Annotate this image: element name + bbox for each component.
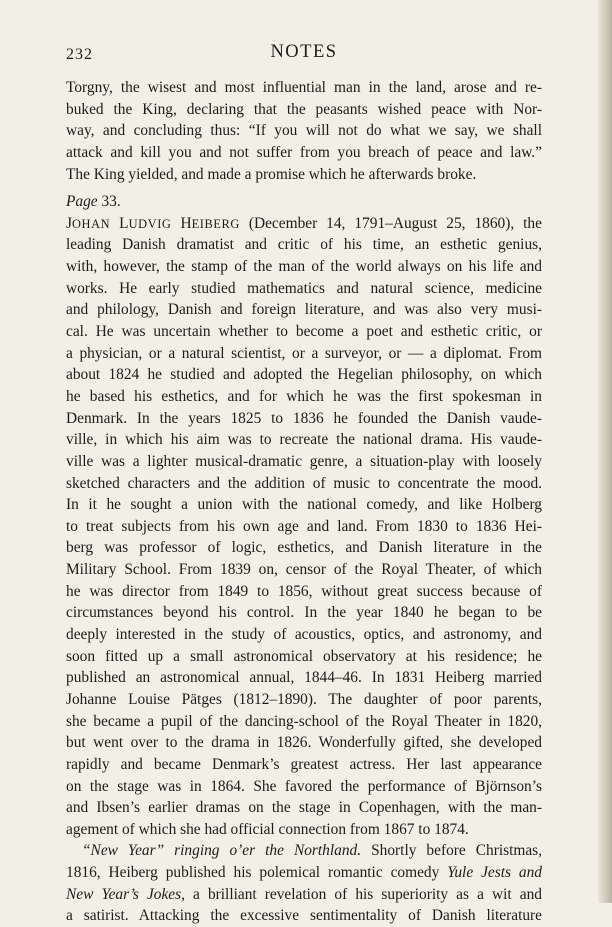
text-line: berg was professor of logic, esthetics, and Danish literature in the — [66, 539, 542, 557]
text-line: Torgny, the wisest and most influential man in the land, arose and re- — [66, 79, 542, 96]
text-line: Denmark. In the years 1825 to 1836 he founded the Danish vaude- — [66, 409, 542, 427]
text-line: about 1824 he studied and adopted the Hegelian philosophy, on which — [66, 366, 542, 384]
text-line: New Year’s Jokes, a brilliant revelation of his superiority as a wit and — [66, 885, 542, 903]
page-header — [66, 42, 542, 66]
text-line: cal. He was uncertain whether to become a poet and esthetic critic, or — [66, 323, 542, 341]
page-reference-number: 33. — [101, 193, 121, 211]
page-edge-shadow — [598, 0, 612, 903]
text-line: Military School. From 1839 on, censor of the Royal Theater, of which — [66, 561, 542, 579]
text-line: In it he sought a union with the national comedy, and like Holberg — [66, 496, 542, 514]
text-line: to treat subjects from his own age and land. From 1830 to 1836 Hei- — [66, 517, 542, 535]
text-line: he based his esthetics, and for which he was the first spokesman in — [66, 387, 542, 405]
text-line: soon fitted up a small astronomical observatory at his residence; he — [66, 647, 542, 665]
text-line: a satirist. Attacking the excessive sentimentality of Danish literature — [66, 907, 542, 925]
text-line: leading Danish dramatist and critic of his time, an esthetic genius, — [66, 236, 542, 254]
text-line: “New Year” ringing o’er the Northland. Shortly before Christmas, — [82, 842, 543, 860]
text-line: circumstances beyond his control. In the year 1840 he began to be — [66, 604, 542, 622]
page-body — [66, 77, 542, 927]
text-line: attack and kill you and not suffer from you breach of peace and law.” — [66, 143, 542, 161]
text-line: she became a pupil of the dancing-school of the Royal Theater in 1820, — [66, 712, 542, 730]
text-line: The King yielded, and made a promise which he afterwards broke. — [66, 165, 477, 183]
text-line: agement of which she had official connection from 1867 to 1874. — [66, 820, 469, 838]
work-title: Yule Jests and — [447, 864, 542, 882]
text-line: sketched characters and the addition of music to concentrate the mood. — [66, 474, 542, 492]
text-line: he was director from 1849 to 1856, without great success because of — [66, 582, 542, 600]
text-line: way, and concluding thus: “If you will not do what we say, we shall — [66, 122, 542, 140]
running-head: NOTES — [270, 42, 338, 62]
text-line: 1816, Heiberg published his polemical romantic comedy Yule Jests and — [66, 864, 542, 882]
entry-first-line — [66, 213, 542, 235]
text-line: and philology, Danish and foreign literature, and was also very musi- — [66, 301, 542, 319]
text-line: with, however, the stamp of the man of the world always on his life and — [66, 258, 542, 276]
entry-dates: (December 14, 1791–August 25, 1860), the — [248, 214, 542, 232]
page-reference — [66, 191, 542, 213]
text-line: on the stage was in 1864. She favored the performance of Björnson’s — [66, 777, 542, 795]
text-line: and Ibsen’s earlier dramas on the stage in Copenhagen, with the man- — [66, 799, 542, 817]
text-line: ville was a lighter musical-dramatic genre, a situation-play with loosely — [66, 452, 542, 470]
text-line: rapidly and became Denmark’s greatest actress. Her last appearance — [66, 755, 542, 773]
page-reference-label: Page — [66, 193, 98, 211]
text-line: published an astronomical annual, 1844–46. In 1831 Heiberg married — [66, 669, 542, 687]
text-line: works. He early studied mathematics and natural science, medicine — [66, 279, 542, 297]
text-line: a physician, or a natural scientist, or a surveyor, or — a diplomat. From — [66, 344, 542, 362]
text-line: buked the King, declaring that the peasants wished peace with Nor- — [66, 100, 542, 118]
page-number: 232 — [66, 46, 93, 63]
entry-name: JOHAN LUDVIG HEIBERG — [66, 214, 240, 232]
text-line: Johanne Louise Pätges (1812–1890). The daughter of poor parents, — [66, 690, 542, 708]
text-line: ville, in which his aim was to recreate the national drama. His vaude- — [66, 431, 542, 449]
work-title: New Year’s Jokes — [66, 885, 182, 903]
quoted-title: “New Year” ringing o’er the Northland. — [82, 842, 362, 860]
text-line: but went over to the drama in 1826. Wonderfully gifted, she developed — [66, 734, 542, 752]
text-line: deeply interested in the study of acoustics, optics, and astronomy, and — [66, 626, 542, 644]
